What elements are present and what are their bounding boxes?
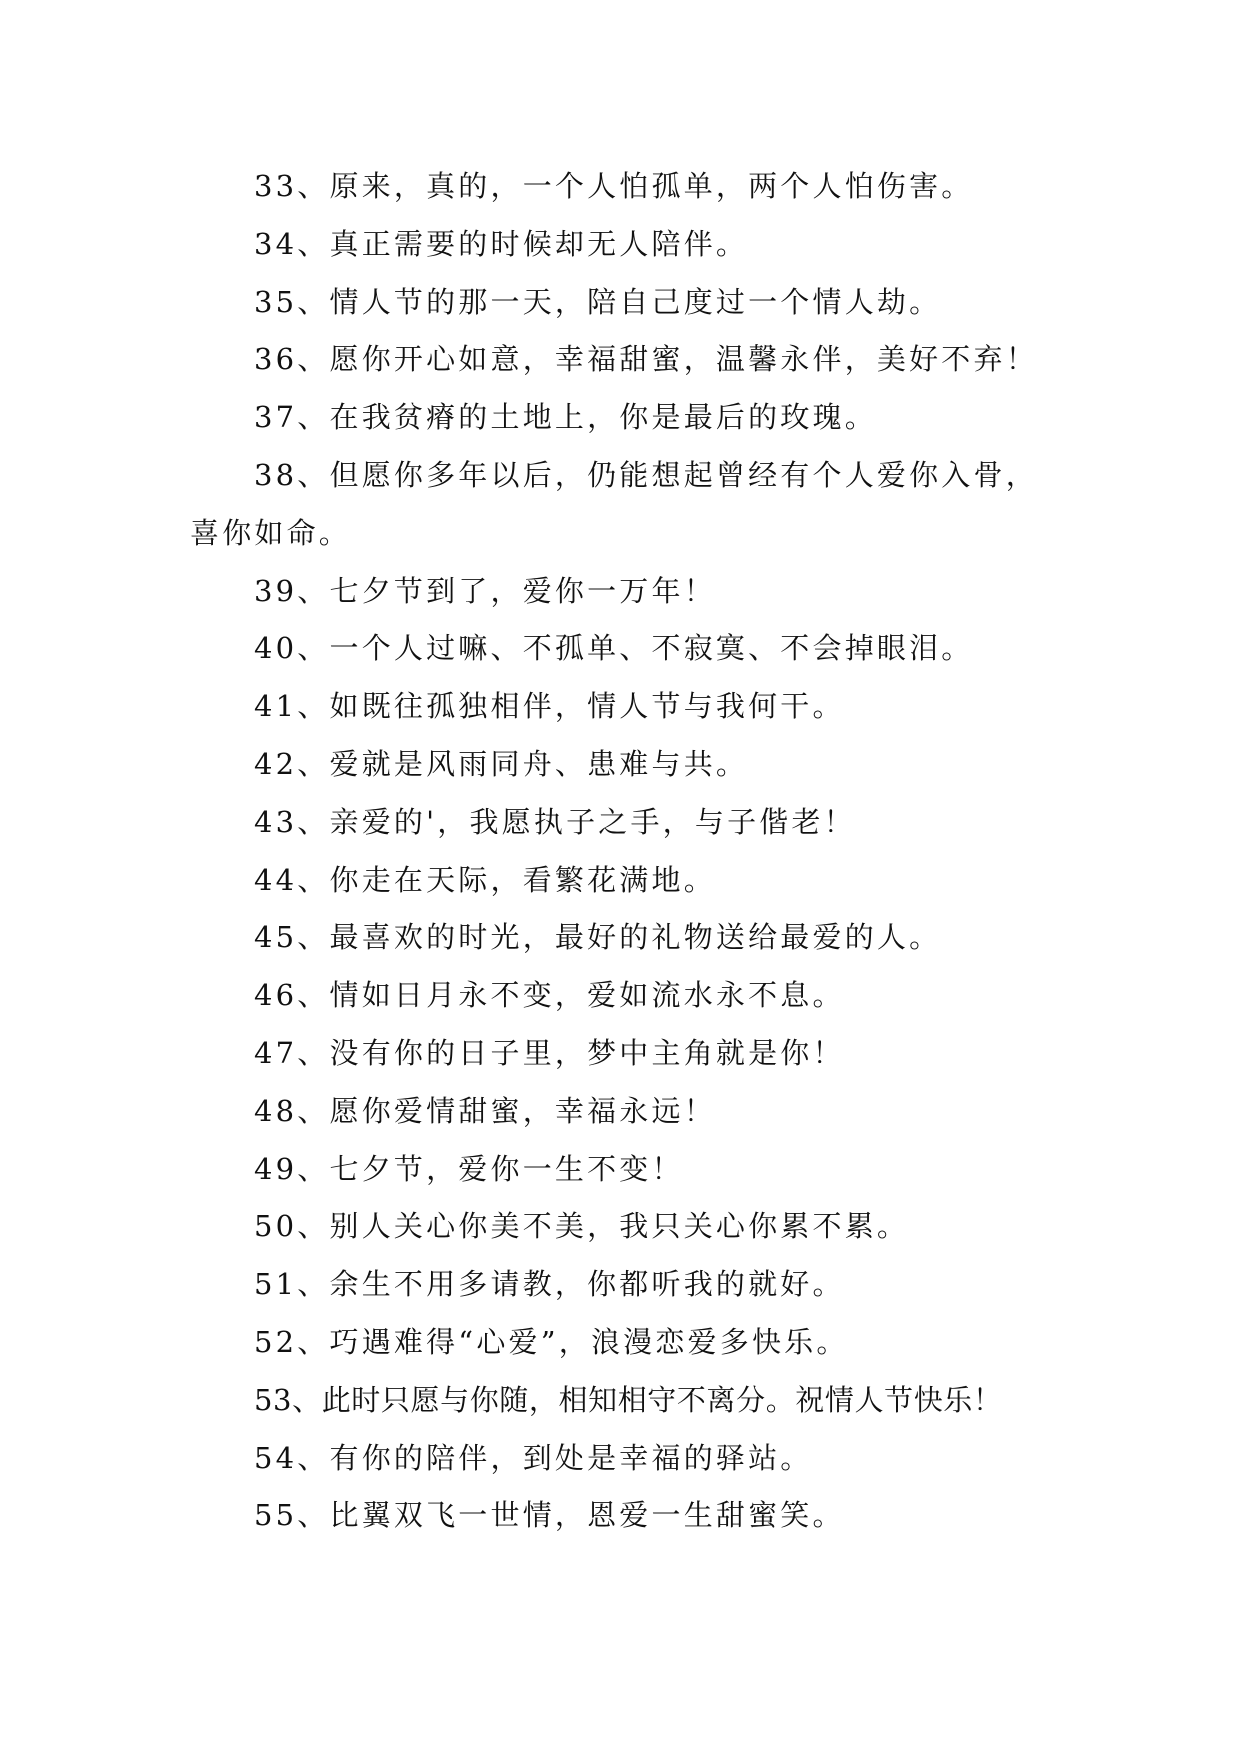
text-line-50: 50、别人关心你美不美，我只关心你累不累。 [254, 1209, 910, 1244]
text-line-52: 52、巧遇难得“心爱”，浪漫恋爱多快乐。 [254, 1324, 849, 1359]
text-line-36: 36、愿你开心如意，幸福甜蜜，温馨永伴，美好不弃！ [254, 342, 1038, 377]
text-line-34: 34、真正需要的时候却无人陪伴。 [254, 226, 749, 261]
text-line-39: 39、七夕节到了，爱你一万年！ [254, 573, 716, 608]
text-line-51: 51、余生不用多请教，你都听我的就好。 [254, 1267, 845, 1302]
text-line-47: 47、没有你的日子里，梦中主角就是你！ [254, 1035, 845, 1070]
text-line-49: 49、七夕节，爱你一生不变！ [254, 1151, 684, 1186]
text-line-33: 33、原来，真的，一个人怕孤单，两个人怕伤害。 [254, 169, 974, 203]
text-line-55: 55、比翼双飞一世情，恩爱一生甜蜜笑。 [254, 1498, 845, 1533]
text-line-53: 53、此时只愿与你随，相知相守不离分。祝情人节快乐！ [254, 1382, 1003, 1417]
text-line-40: 40、一个人过嘛、不孤单、不寂寞、不会掉眼泪。 [254, 631, 974, 666]
text-line-44: 44、你走在天际，看繁花满地。 [254, 862, 716, 897]
text-line-37: 37、在我贫瘠的土地上，你是最后的玫瑰。 [254, 400, 877, 435]
text-line-43: 43、亲爱的'，我愿执子之手，与子偕老！ [254, 804, 856, 839]
text-line-45: 45、最喜欢的时光，最好的礼物送给最爱的人。 [254, 920, 942, 955]
text-line-38: 38、但愿你多年以后，仍能想起曾经有个人爱你入骨，喜你如命。 [190, 457, 1038, 550]
text-line-42: 42、爱就是风雨同舟、患难与共。 [254, 746, 749, 781]
text-line-46: 46、情如日月永不变，爱如流水永不息。 [254, 978, 845, 1013]
text-line-41: 41、如既往孤独相伴，情人节与我何干。 [254, 689, 845, 724]
text-line-54: 54、有你的陪伴，到处是幸福的驿站。 [254, 1440, 813, 1475]
text-line-48: 48、愿你爱情甜蜜，幸福永远！ [254, 1093, 716, 1128]
document-body [190, 158, 1070, 1545]
text-line-35: 35、情人节的那一天，陪自己度过一个情人劫。 [254, 284, 942, 319]
